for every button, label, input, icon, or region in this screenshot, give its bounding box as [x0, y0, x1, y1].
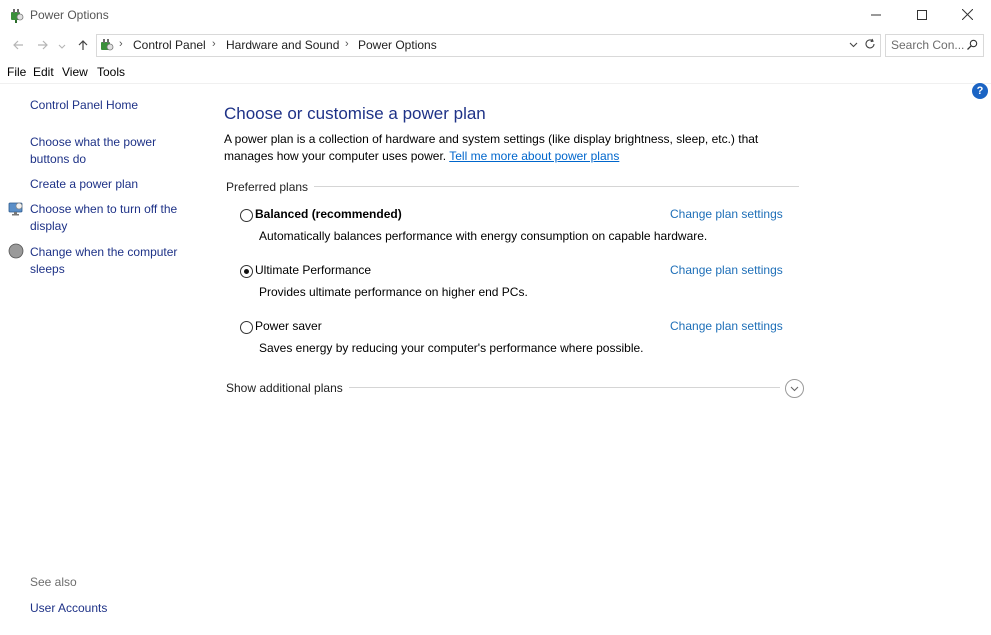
search-icon[interactable] — [966, 39, 978, 51]
plan-name-ultimate-performance[interactable]: Ultimate Performance — [255, 263, 372, 277]
up-arrow-icon — [77, 38, 89, 54]
back-arrow-icon — [12, 38, 24, 54]
chevron-down-icon — [790, 382, 799, 396]
menu-edit[interactable]: Edit — [33, 65, 54, 79]
plan-desc-power-saver: Saves energy by reducing your computer's performance where possible. — [259, 341, 644, 355]
search-placeholder: Search Con... — [891, 38, 965, 52]
chevron-right-icon: › — [119, 38, 123, 50]
sidebar-link-line: Change when the computer — [30, 245, 178, 259]
monitor-icon — [8, 201, 24, 217]
forward-arrow-icon — [37, 38, 49, 54]
breadcrumb-hardware-and-sound[interactable]: Hardware and Sound — [226, 38, 340, 52]
chevron-right-icon: › — [345, 38, 349, 50]
plan-radio-balanced[interactable] — [240, 209, 253, 222]
preferred-plans-label: Preferred plans — [226, 180, 309, 194]
plan-desc-balanced: Automatically balances performance with energy consumption on capable hardware. — [259, 229, 708, 243]
intro-line-text: manages how your computer uses power. — [224, 149, 450, 163]
see-also-heading: See also — [30, 575, 77, 589]
maximize-icon — [917, 9, 927, 23]
moon-icon — [8, 243, 24, 259]
menu-view[interactable]: View — [62, 65, 88, 79]
sidebar-choose-power-buttons[interactable] — [30, 134, 156, 168]
plan-name-power-saver[interactable]: Power saver — [255, 319, 322, 333]
plan-desc-ultimate-performance: Provides ultimate performance on higher end PCs. — [259, 285, 528, 299]
sidebar-control-panel-home[interactable]: Control Panel Home — [30, 98, 139, 112]
breadcrumb-power-options[interactable]: Power Options — [358, 38, 437, 52]
close-button[interactable] — [944, 0, 990, 31]
change-plan-settings-balanced[interactable]: Change plan settings — [670, 207, 783, 221]
minimize-icon — [871, 9, 881, 23]
sidebar-link-line: Choose when to turn off the — [30, 202, 178, 216]
menu-file[interactable]: File — [7, 65, 27, 79]
sidebar-link-line: sleeps — [30, 262, 65, 276]
show-additional-plans-label[interactable]: Show additional plans — [226, 381, 343, 395]
intro-line: A power plan is a collection of hardware and system settings (like display brightness, sleep, etc.) that — [224, 132, 759, 146]
change-plan-settings-power-saver[interactable]: Change plan settings — [670, 319, 783, 333]
intro-line — [224, 148, 784, 165]
close-icon — [962, 9, 973, 23]
plan-radio-power-saver[interactable] — [240, 321, 253, 334]
help-button[interactable] — [972, 83, 988, 99]
plan-radio-ultimate-performance[interactable] — [240, 265, 253, 278]
menu-divider — [0, 83, 991, 84]
additional-plans-divider — [349, 387, 780, 388]
forward-button[interactable] — [34, 37, 52, 55]
chevron-right-icon: › — [212, 38, 216, 50]
change-plan-settings-ultimate-performance[interactable]: Change plan settings — [670, 263, 783, 277]
sidebar-link-line: buttons do — [30, 152, 87, 166]
sidebar-link-line: Choose what the power — [30, 135, 157, 149]
intro-text — [224, 131, 784, 165]
power-options-icon — [8, 7, 24, 23]
sidebar-turn-off-display[interactable] — [30, 201, 177, 235]
plan-name-balanced[interactable]: Balanced (recommended) — [255, 207, 402, 221]
sidebar-create-power-plan[interactable]: Create a power plan — [30, 177, 139, 191]
title-bar — [0, 0, 991, 31]
preferred-plans-divider — [314, 186, 799, 187]
minimize-button[interactable] — [853, 0, 899, 31]
back-button[interactable] — [9, 37, 27, 55]
power-options-icon — [98, 37, 114, 53]
sidebar-user-accounts[interactable]: User Accounts — [30, 601, 108, 615]
chevron-down-icon — [849, 38, 858, 52]
maximize-button[interactable] — [899, 0, 945, 31]
refresh-button[interactable] — [862, 37, 878, 53]
page-title: Choose or customise a power plan — [224, 104, 486, 123]
breadcrumb-control-panel[interactable]: Control Panel — [133, 38, 206, 52]
question-mark-icon: ? — [976, 85, 984, 97]
window-title: Power Options — [30, 8, 109, 22]
up-button[interactable] — [74, 37, 92, 55]
radio-selected-dot — [244, 269, 249, 274]
chevron-down-icon — [58, 38, 66, 54]
recent-locations-button[interactable] — [56, 37, 68, 55]
menu-tools[interactable]: Tools — [97, 65, 126, 79]
expand-additional-plans-button[interactable] — [785, 379, 804, 398]
address-dropdown-button[interactable] — [846, 38, 860, 52]
refresh-icon — [864, 38, 876, 53]
sidebar-link-line: display — [30, 219, 68, 233]
sidebar-computer-sleeps[interactable] — [30, 244, 177, 278]
power-plans-help-link[interactable]: Tell me more about power plans — [449, 149, 620, 163]
